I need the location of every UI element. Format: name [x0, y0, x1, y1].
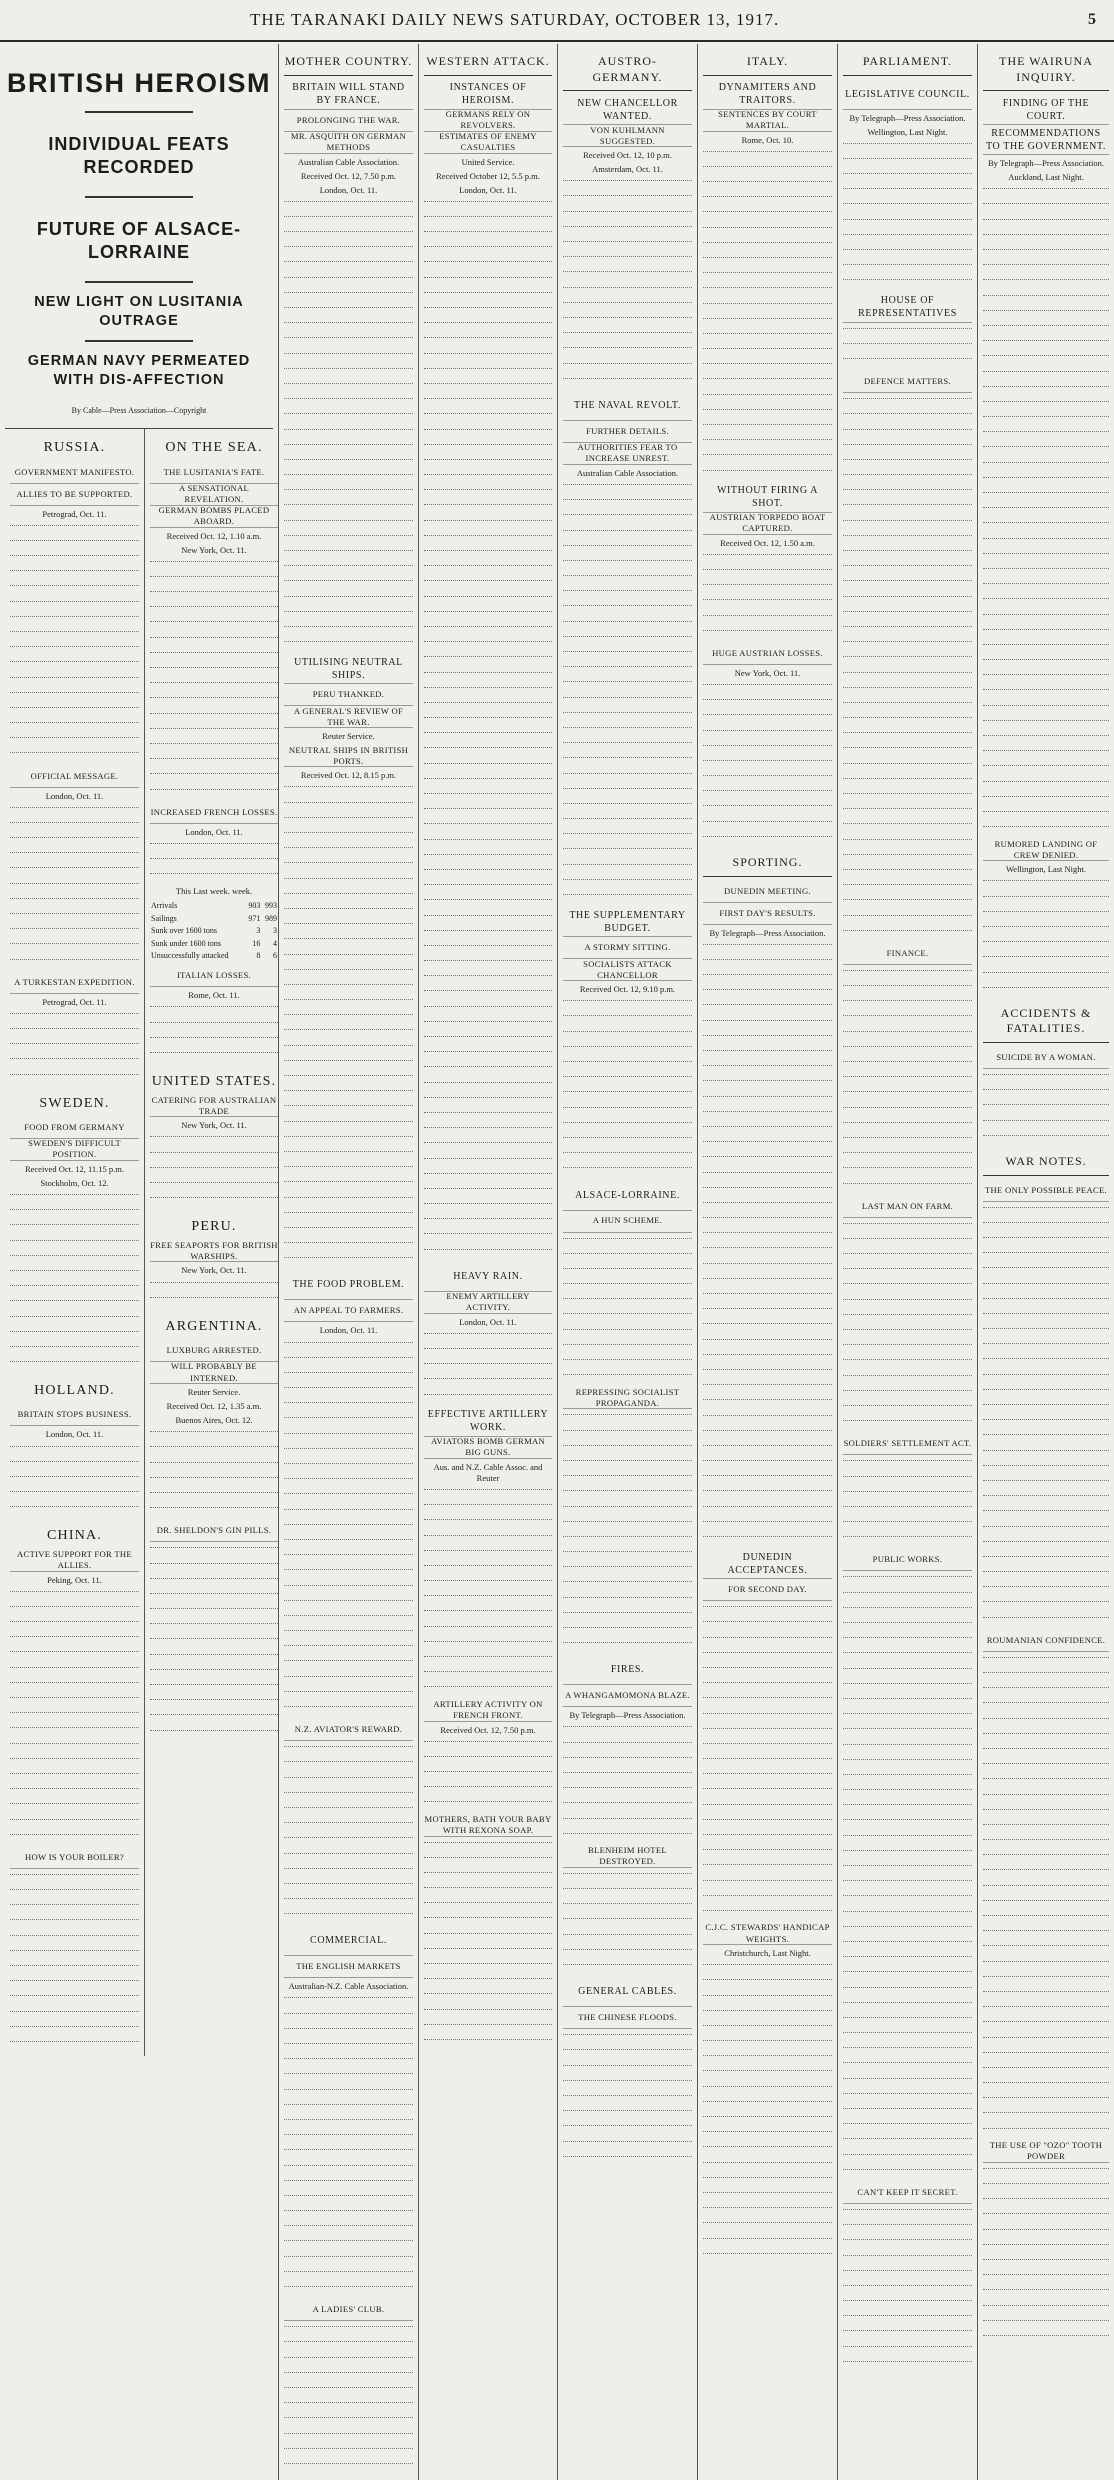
advert-text	[10, 1874, 139, 2051]
dateline: London, Oct. 11.	[459, 1316, 517, 1327]
subheading: OFFICIAL MESSAGE.	[10, 766, 139, 788]
table-cell: Sunk over 1600 tons	[151, 926, 217, 936]
subheading: PROLONGING THE WAR.	[284, 110, 413, 132]
section-heading: SPORTING.	[703, 849, 832, 877]
subheading: COMMERCIAL.	[284, 1926, 413, 1956]
subheading: THE SUPPLEMENTARY BUDGET.	[563, 907, 692, 937]
dateline: Petrograd, Oct. 11.	[42, 996, 107, 1007]
dateline: New York, Oct. 11.	[181, 1265, 247, 1276]
table-cell: 971	[248, 913, 261, 923]
body-text	[703, 1606, 832, 1920]
body-text	[424, 1333, 552, 1404]
dateline: New York, Oct. 11.	[181, 544, 247, 555]
subheading: RECOMMENDATIONS TO THE GOVERNMENT.	[983, 125, 1109, 155]
column-heading: ITALY.	[703, 48, 832, 76]
page-number: 5	[1088, 11, 1096, 28]
dateline: By Telegraph—Press Association.	[987, 158, 1105, 169]
column-western-attack	[418, 44, 557, 2480]
dateline: Stockholm, Oct. 12.	[40, 1177, 109, 1188]
table-header: This Last week. week.	[175, 886, 253, 897]
body-text	[563, 1000, 692, 1177]
body-text	[150, 1431, 278, 1517]
body-text	[703, 684, 832, 846]
body-text	[843, 143, 972, 290]
section-heading: ARGENTINA.	[165, 1318, 263, 1334]
dateline: By Telegraph—Press Association.	[709, 927, 826, 938]
body-text	[983, 1207, 1109, 1627]
dateline: New York, Oct. 11.	[734, 667, 801, 678]
subheading: THE LUSITANIA'S FATE.	[150, 462, 278, 484]
dateline: Peking, Oct. 11.	[47, 1574, 102, 1585]
subheading: ARTILLERY ACTIVITY ON FRENCH FRONT.	[424, 1700, 552, 1722]
dateline: Buenos Aires, Oct. 12.	[175, 1415, 253, 1426]
dateline: London, Oct. 11.	[45, 790, 104, 801]
subheading: GERMANS RELY ON REVOLVERS.	[424, 110, 552, 132]
table-row	[150, 925, 278, 937]
subheading: GENERAL CABLES.	[563, 1977, 692, 2007]
subheading: ITALIAN LOSSES.	[150, 965, 278, 987]
body-text	[284, 1342, 413, 1717]
table-cell: 3	[273, 926, 277, 936]
subheading: ALSACE-LORRAINE.	[563, 1181, 692, 1211]
section-heading: WAR NOTES.	[983, 1148, 1109, 1176]
dateline: Christchurch, Last Night.	[724, 1948, 811, 1959]
subheading: THE FOOD PROBLEM.	[284, 1270, 413, 1300]
table-cell: 993	[265, 901, 277, 911]
column-british-heroism	[0, 44, 278, 2480]
deck-headline: FUTURE OF ALSACE-LORRAINE	[36, 218, 242, 263]
section-heading: ON THE SEA.	[165, 440, 263, 456]
subheading: ESTIMATES OF ENEMY CASUALTIES	[424, 132, 552, 154]
body-text	[703, 554, 832, 640]
body-text	[843, 970, 972, 1193]
shipping-table	[150, 900, 278, 962]
subheading: HUGE AUSTRIAN LOSSES.	[703, 643, 832, 665]
body-text	[983, 1657, 1109, 2138]
subheading: WITHOUT FIRING A SHOT.	[703, 483, 832, 513]
body-text	[150, 1006, 278, 1062]
advert-heading: DR. SHELDON'S GIN PILLS.	[150, 1520, 278, 1542]
dateline: Received Oct. 12, 10 p.m.	[583, 150, 672, 161]
table-cell: Sailings	[151, 913, 177, 923]
dateline: Received October 12, 5.5 p.m.	[436, 170, 540, 181]
column-heading: AUSTRO-GERMANY.	[563, 48, 692, 91]
dateline: Reuter Service.	[322, 731, 375, 742]
subheading: A GENERAL'S REVIEW OF THE WAR.	[284, 706, 413, 728]
column-mother-country	[278, 44, 418, 2480]
body-text	[10, 1013, 139, 1084]
subheading: NEUTRAL SHIPS IN BRITISH PORTS.	[284, 745, 413, 767]
dateline: By Telegraph—Press Association.	[569, 1710, 686, 1721]
column-wairuna-inquiry	[977, 44, 1114, 2480]
subheading: A TURKESTAN EXPEDITION.	[10, 972, 139, 994]
subheading: A WHANGAMOMONA BLAZE.	[563, 1685, 692, 1707]
advert-heading: MOTHERS, BATH YOUR BABY WITH REXONA SOAP.	[424, 1813, 552, 1836]
column-heading: THE WAIRUNA INQUIRY.	[983, 48, 1109, 91]
section-heading: SWEDEN.	[39, 1095, 110, 1111]
table-row	[150, 913, 278, 925]
subheading: N.Z. AVIATOR'S REWARD.	[284, 1719, 413, 1741]
dateline: Received Oct. 12, 9.10 p.m.	[579, 984, 676, 995]
table-row	[150, 950, 278, 962]
column-parliament	[837, 44, 977, 2480]
subheading: LUXBURG ARRESTED.	[150, 1340, 278, 1362]
body-text	[983, 188, 1109, 836]
subheading: MR. ASQUITH ON GERMAN METHODS	[284, 132, 413, 154]
subheading: INSTANCES OF HEROISM.	[424, 80, 552, 110]
body-text	[424, 201, 552, 1259]
body-text	[563, 1414, 692, 1652]
body-text	[150, 561, 278, 799]
body-text	[284, 786, 413, 1267]
deck-headline: NEW LIGHT ON LUSITANIA OUTRAGE	[34, 293, 244, 329]
subheading: DYNAMITERS AND TRAITORS.	[703, 80, 832, 110]
section-heading: ACCIDENTS & FATALITIES.	[983, 1000, 1109, 1043]
subheading: FIRES.	[563, 1655, 692, 1685]
subheading: THE CHINESE FLOODS.	[563, 2007, 692, 2029]
subheading: HOUSE OF REPRESENTATIVES	[843, 293, 972, 323]
newspaper-title: THE TARANAKI DAILY NEWS SATURDAY, OCTOBER 13, 1917.	[250, 10, 780, 29]
table-cell: 8	[256, 950, 261, 960]
body-text	[843, 398, 972, 940]
dateline: London, Oct. 11.	[459, 184, 517, 195]
table-cell: 6	[273, 950, 277, 960]
dateline: Received Oct. 12, 1.35 a.m.	[166, 1401, 262, 1412]
dateline: Wellington, Last Night.	[1005, 864, 1087, 875]
dateline: Received Oct. 12, 7.50 p.m.	[440, 1724, 536, 1735]
body-text	[843, 328, 972, 369]
dateline: Received Oct. 12, 11.15 p.m.	[24, 1163, 125, 1174]
body-text	[563, 1726, 692, 1843]
dateline: London, Oct. 11.	[45, 1429, 104, 1440]
section-heading: HOLLAND.	[34, 1383, 115, 1399]
subheading: A STORMY SITTING.	[563, 937, 692, 959]
body-text	[703, 1964, 832, 2263]
subheading: RUMORED LANDING OF CREW DENIED.	[983, 839, 1109, 861]
dateline: Amsterdam, Oct. 11.	[592, 164, 663, 175]
section-heading: CHINA.	[46, 1528, 103, 1544]
subheading: DEFENCE MATTERS.	[843, 371, 972, 393]
column-austro-germany	[557, 44, 697, 2480]
subheading: GERMAN BOMBS PLACED ABOARD.	[150, 506, 278, 528]
subheading: C.J.C. STEWARDS' HANDICAP WEIGHTS.	[703, 1923, 832, 1945]
advert-text	[983, 2168, 1109, 2345]
subheading: INCREASED FRENCH LOSSES.	[150, 802, 278, 824]
subheading: BRITAIN WILL STAND BY FRANCE.	[284, 80, 413, 110]
dateline: Australian Cable Association.	[576, 467, 679, 478]
column-split	[5, 428, 278, 2056]
table-cell: Unsuccessfully attacked	[151, 950, 229, 960]
subheading: FIRST DAY'S RESULTS.	[703, 903, 832, 925]
dateline: New York, Oct. 11.	[181, 1120, 247, 1131]
subheading: A HUN SCHEME.	[563, 1211, 692, 1233]
table-cell: Sunk under 1600 tons	[151, 938, 221, 948]
dateline: Australian-N.Z. Cable Association.	[288, 1981, 409, 1992]
body-text	[563, 2034, 692, 2166]
subheading: AVIATORS BOMB GERMAN BIG GUNS.	[424, 1437, 552, 1459]
column-italy	[697, 44, 837, 2480]
dateline: Received Oct. 12, 8.15 p.m.	[300, 770, 397, 781]
subheading: NEW CHANCELLOR WANTED.	[563, 95, 692, 125]
body-text	[150, 1136, 278, 1207]
subheading: FURTHER DETAILS.	[563, 421, 692, 443]
body-text	[563, 180, 692, 388]
section-heading: PERU.	[191, 1219, 237, 1235]
subheading: FOOD FROM GERMANY	[10, 1117, 139, 1139]
subheading: DUNEDIN MEETING.	[703, 881, 832, 903]
subheading: DUNEDIN ACCEPTANCES.	[703, 1549, 832, 1579]
subcolumn-left	[5, 429, 144, 2056]
subheading: THE NAVAL REVOLT.	[563, 391, 692, 421]
dateline: London, Oct. 11.	[319, 1325, 378, 1336]
body-text	[703, 151, 832, 480]
subheading: ENEMY ARTILLERY ACTIVITY.	[424, 1292, 552, 1314]
dateline: Auckland, Last Night.	[1008, 172, 1084, 183]
body-text	[424, 1489, 552, 1697]
body-text	[843, 1460, 972, 1546]
body-text	[983, 880, 1109, 997]
subheading: A SENSATIONAL REVELATION.	[150, 484, 278, 506]
subheading: ALLIES TO BE SUPPORTED.	[10, 484, 139, 506]
body-text	[10, 807, 139, 969]
subheading: PUBLIC WORKS.	[843, 1549, 972, 1571]
subheading: ACTIVE SUPPORT FOR THE ALLIES.	[10, 1550, 139, 1572]
subheading: FINDING OF THE COURT.	[983, 95, 1109, 125]
table-cell: 903	[248, 901, 261, 911]
dateline: United Service.	[461, 156, 515, 167]
subheading: BRITAIN STOPS BUSINESS.	[10, 1404, 139, 1426]
dateline: Rome, Oct. 11.	[188, 990, 240, 1001]
dateline: Australian Cable Association.	[297, 156, 400, 167]
body-text	[10, 1591, 139, 1844]
advert-heading: CAN'T KEEP IT SECRET.	[843, 2182, 972, 2204]
dateline: Received Oct. 12, 1.50 a.m.	[720, 537, 815, 548]
subheading: EFFECTIVE ARTILLERY WORK.	[424, 1407, 552, 1437]
subheading: PERU THANKED.	[284, 684, 413, 706]
body-text	[10, 525, 139, 763]
section-heading: RUSSIA.	[43, 440, 106, 456]
dateline: London, Oct. 11.	[319, 184, 378, 195]
page-columns	[0, 44, 1114, 2315]
subheading: SUICIDE BY A WOMAN.	[983, 1047, 1109, 1069]
byline: By Cable—Press Association—Copyright	[71, 406, 207, 416]
dateline: London, Oct. 11.	[185, 826, 243, 837]
body-text	[983, 1074, 1109, 1145]
subheading: BLENHEIM HOTEL DESTROYED.	[563, 1846, 692, 1868]
dateline: Received Oct. 12, 7.50 p.m.	[300, 170, 397, 181]
body-text	[843, 1576, 972, 2179]
subheading: SOCIALISTS ATTACK CHANCELLOR	[563, 959, 692, 981]
main-headline: BRITISH HEROISM	[6, 68, 271, 98]
column-heading: MOTHER COUNTRY.	[284, 48, 413, 76]
subcolumn-right	[144, 429, 283, 2056]
subheading: VON KUHLMANN SUGGESTED.	[563, 125, 692, 147]
subheading: SENTENCES BY COURT MARTIAL.	[703, 110, 832, 132]
column-heading: PARLIAMENT.	[843, 48, 972, 76]
body-text	[703, 944, 832, 1547]
subheading: THE ONLY POSSIBLE PEACE.	[983, 1180, 1109, 1202]
dateline: Rome, Oct. 10.	[741, 134, 794, 145]
masthead	[0, 0, 1114, 42]
body-text	[563, 484, 692, 904]
advert-heading: THE USE OF "OZO" TOOTH POWDER	[983, 2141, 1109, 2163]
table-cell: 989	[265, 913, 277, 923]
table-cell: 16	[252, 938, 261, 948]
subheading: FOR SECOND DAY.	[703, 1579, 832, 1601]
body-text	[563, 1873, 692, 1974]
subheading: LAST MAN ON FARM.	[843, 1196, 972, 1218]
body-text	[563, 1238, 692, 1385]
subheading: SWEDEN'S DIFFICULT POSITION.	[10, 1139, 139, 1161]
subheading: THE ENGLISH MARKETS	[284, 1956, 413, 1978]
advert-text	[843, 2209, 972, 2371]
deck-headline: INDIVIDUAL FEATS RECORDED	[48, 134, 230, 178]
subheading: SOLDIERS' SETTLEMENT ACT.	[843, 1433, 972, 1455]
advert-text	[424, 1842, 552, 2050]
deck-headline: GERMAN NAVY PERMEATED WITH DIS-AFFECTION	[27, 353, 251, 389]
body-text	[284, 201, 413, 652]
advert-text	[150, 1547, 278, 1739]
body-text	[843, 1223, 972, 1431]
subheading: AN APPEAL TO FARMERS.	[284, 1300, 413, 1322]
advert-heading: HOW IS YOUR BOILER?	[10, 1847, 139, 1869]
table-cell: 3	[256, 926, 261, 936]
subheading: UTILISING NEUTRAL SHIPS.	[284, 654, 413, 684]
subheading: HEAVY RAIN.	[424, 1262, 552, 1292]
dateline: Aus. and N.Z. Cable Assoc. and Reuter	[433, 1461, 543, 1483]
body-text	[424, 1741, 552, 1812]
subheading: AUTHORITIES FEAR TO INCREASE UNREST.	[563, 443, 692, 465]
subheading: CATERING FOR AUSTRALIAN TRADE	[151, 1094, 277, 1116]
table-cell: Arrivals	[151, 901, 178, 911]
subheading: FINANCE.	[843, 943, 972, 965]
body-text	[284, 1997, 413, 2296]
dateline: Petrograd, Oct. 11.	[42, 508, 107, 519]
subheading: FREE SEAPORTS FOR BRITISH WARSHIPS.	[150, 1239, 278, 1261]
body-text	[284, 1746, 413, 1923]
body-text	[10, 1446, 139, 1517]
dateline: By Telegraph—Press Association.	[849, 112, 966, 123]
body-text	[150, 1282, 278, 1307]
advert-text	[284, 2326, 413, 2473]
section-heading: UNITED STATES.	[151, 1074, 277, 1090]
advert-heading: A LADIES' CLUB.	[284, 2299, 413, 2321]
column-heading: WESTERN ATTACK.	[424, 48, 552, 76]
subheading: GOVERNMENT MANIFESTO.	[10, 462, 139, 484]
table-cell: 4	[273, 938, 277, 948]
dateline: Wellington, Last Night.	[867, 126, 948, 137]
subheading: REPRESSING SOCIALIST PROPAGANDA.	[563, 1387, 692, 1409]
table-row	[150, 938, 278, 950]
dateline: Reuter Service.	[187, 1387, 241, 1398]
subheading: LEGISLATIVE COUNCIL.	[843, 80, 972, 110]
table-row	[150, 900, 278, 912]
dateline: Received Oct. 12, 1.10 a.m.	[166, 530, 262, 541]
subheading: AUSTRIAN TORPEDO BOAT CAPTURED.	[703, 513, 832, 535]
subheading: ROUMANIAN CONFIDENCE.	[983, 1630, 1109, 1652]
body-text	[150, 843, 278, 884]
subheading: WILL PROBABLY BE INTERNED.	[150, 1362, 278, 1384]
body-text	[10, 1194, 139, 1371]
